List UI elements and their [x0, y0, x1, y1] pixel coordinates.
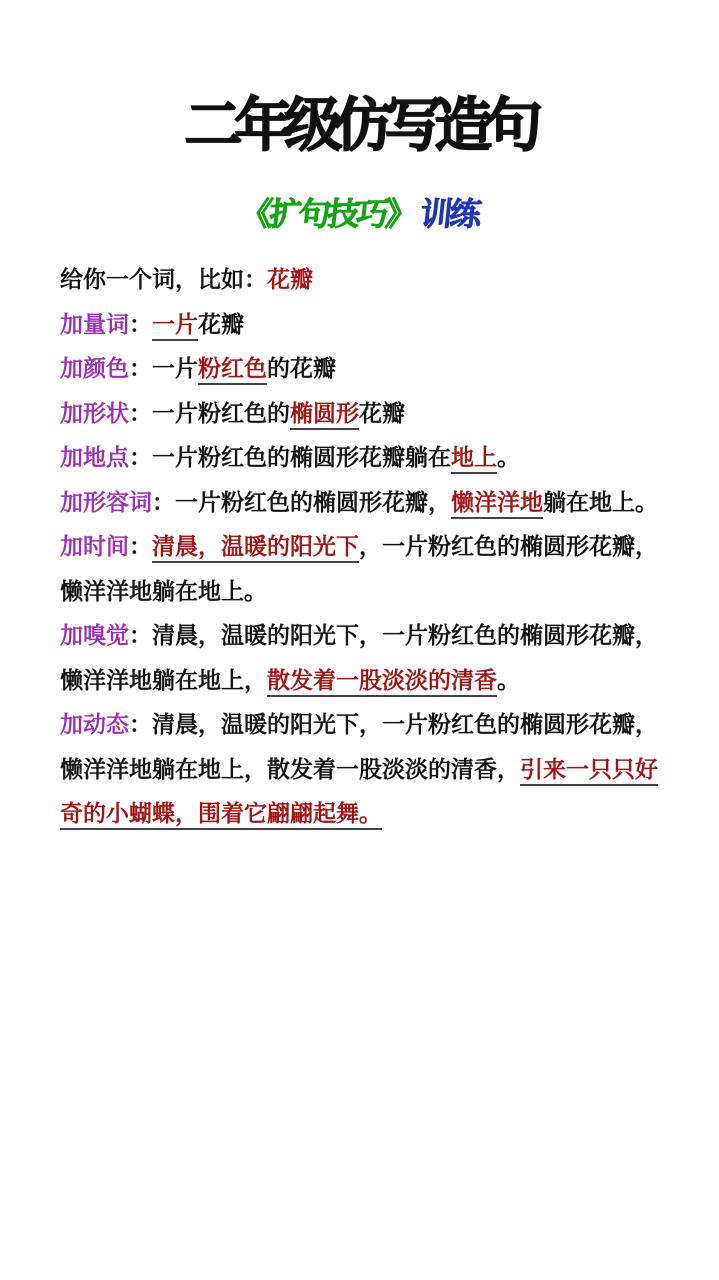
intro-text: 给你一个词，比如：	[60, 267, 267, 293]
step-colon: ：	[129, 311, 152, 338]
intro-line	[60, 258, 663, 303]
step-colon: ：	[129, 445, 152, 471]
step-post: 。	[497, 667, 520, 694]
page-subtitle	[0, 195, 719, 233]
content	[60, 258, 663, 837]
step-pre: 一片粉红色的椭圆形花瓣躺在	[152, 445, 451, 471]
step-pre: 一片	[152, 356, 198, 382]
page-title: 二年级仿写造句	[184, 91, 535, 159]
step-colon: ：	[129, 400, 152, 427]
step-label: 加量词	[60, 311, 129, 338]
step-label: 加地点	[60, 445, 129, 471]
step-highlight: 清晨，温暖的阳光下	[152, 534, 359, 563]
step-highlight: 地上	[451, 445, 497, 474]
step-post: 。	[497, 445, 520, 471]
step-post: ，一片粉红色的椭圆形花瓣，懒洋洋地躺在地上。	[60, 534, 658, 605]
step-pre: 一片粉红色的	[152, 400, 290, 427]
step-pre: 清晨，温暖的阳光下，一片粉红色的椭圆形花瓣，懒洋洋地躺在地上，散发着一股淡淡的清香，	[60, 712, 658, 783]
step-post: 花瓣	[359, 400, 405, 427]
step-label: 加形状	[60, 400, 129, 427]
step-colon: ：	[129, 623, 152, 649]
step-line	[60, 303, 663, 348]
step-colon: ：	[152, 489, 175, 516]
step-highlight: 粉红色	[198, 356, 267, 385]
step-line	[60, 392, 663, 437]
subtitle-train: 训练	[418, 195, 481, 233]
step-label: 加嗅觉	[60, 623, 129, 649]
step-label: 加动态	[60, 712, 129, 738]
step-post: 的花瓣	[267, 356, 336, 382]
step-highlight: 引来一只只好奇的小蝴蝶，围着它翩翩起舞。	[60, 757, 658, 831]
step-label: 加形容词	[60, 489, 152, 516]
step-line	[60, 614, 663, 703]
step-highlight: 散发着一股淡淡的清香	[267, 668, 497, 697]
step-colon: ：	[129, 712, 152, 738]
step-highlight: 一片	[152, 312, 198, 341]
step-post: 躺在地上。	[543, 489, 658, 516]
step-line	[60, 481, 663, 526]
step-line	[60, 436, 663, 481]
step-pre: 一片粉红色的椭圆形花瓣，	[175, 489, 451, 516]
step-label: 加时间	[60, 534, 129, 560]
step-highlight: 懒洋洋地	[451, 490, 543, 519]
step-line	[60, 703, 663, 837]
step-pre: 清晨，温暖的阳光下，一片粉红色的椭圆形花瓣，懒洋洋地躺在地上，	[60, 623, 658, 694]
step-line	[60, 347, 663, 392]
step-post: 花瓣	[198, 311, 244, 338]
step-colon: ：	[129, 534, 152, 560]
step-highlight: 椭圆形	[290, 401, 359, 430]
step-label: 加颜色	[60, 356, 129, 382]
step-line	[60, 525, 663, 614]
intro-word: 花瓣	[267, 267, 313, 293]
subtitle-quote: 《扩句技巧》	[238, 195, 417, 233]
step-colon: ：	[129, 356, 152, 382]
